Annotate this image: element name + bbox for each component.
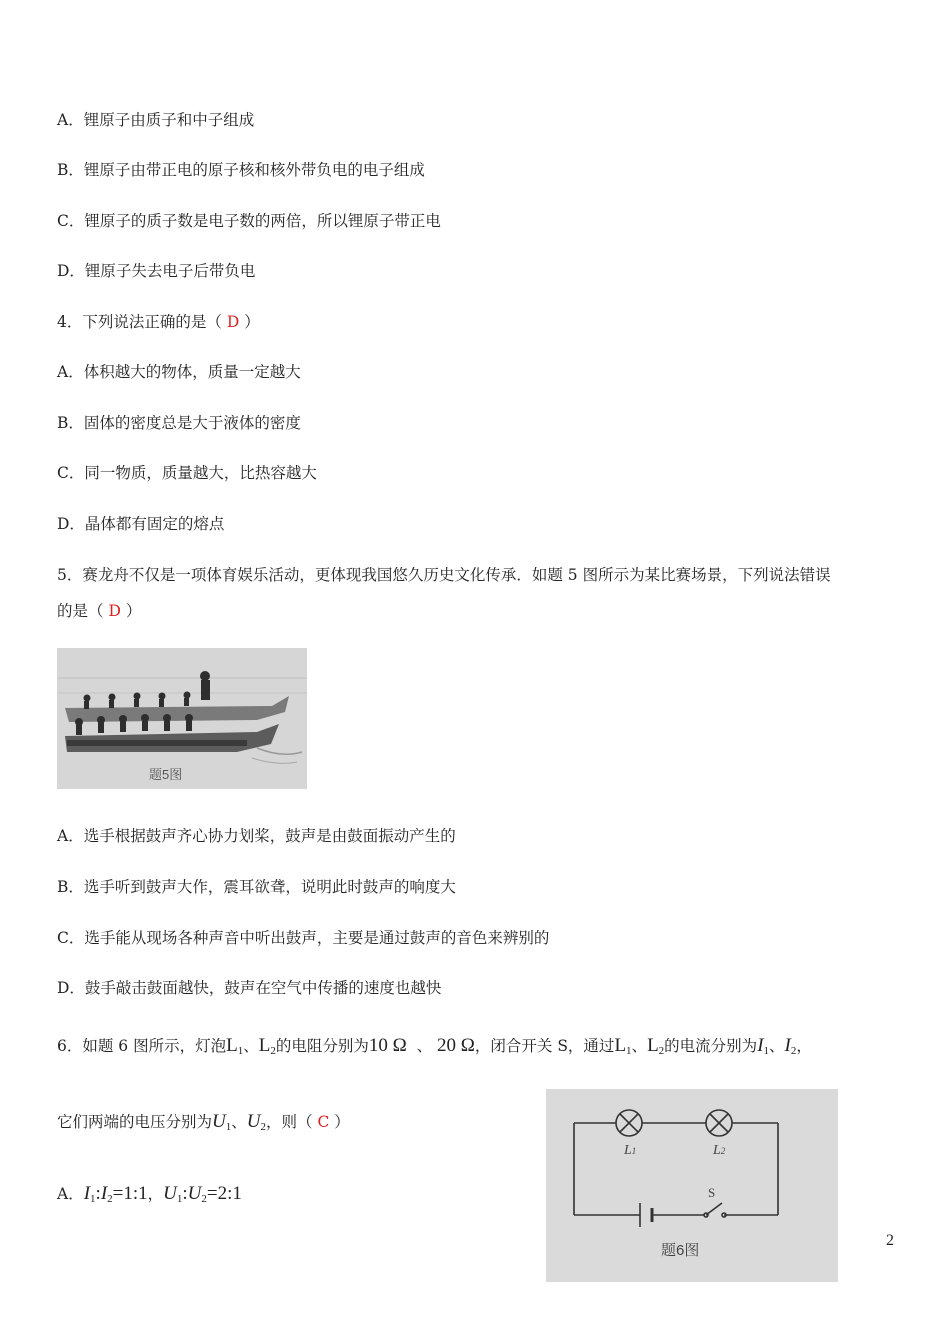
question-6-line2 xyxy=(57,1112,350,1137)
option-5b: B．选手听到鼓声大作，震耳欲聋，说明此时鼓声的响度大 xyxy=(57,878,456,896)
question-5-answer: D xyxy=(108,602,121,620)
ratio-u-colon: : xyxy=(182,1183,188,1204)
option-5a: A．选手根据鼓声齐心协力划桨，鼓声是由鼓面振动产生的 xyxy=(57,827,456,845)
separator-3: 、 xyxy=(631,1037,648,1055)
option-4b: B．固体的密度总是大于液体的密度 xyxy=(57,414,301,432)
ratio-u1-letter: U xyxy=(163,1183,177,1204)
option-4d: D．晶体都有固定的熔点 xyxy=(57,515,225,533)
separator-4: 、 xyxy=(769,1037,785,1055)
lamp-l2-symbol xyxy=(259,1035,276,1056)
question-5-stem-end: 的是（ xyxy=(57,602,104,620)
line1-end: ， xyxy=(796,1037,812,1055)
question-6-close: ） xyxy=(334,1113,350,1131)
u2-letter: U xyxy=(246,1111,261,1132)
question-4-close: ） xyxy=(244,313,260,331)
ratio-i2-letter: I xyxy=(100,1183,108,1204)
option-3a: A．锂原子由质子和中子组成 xyxy=(57,111,255,129)
l1-subscript: 1 xyxy=(237,1045,244,1057)
resistance-2: 20 Ω xyxy=(437,1035,475,1056)
ratio-u xyxy=(163,1183,207,1204)
resistance-text: 的电阻分别为 xyxy=(275,1037,369,1055)
current-text: 的电流分别为 xyxy=(664,1037,758,1055)
ratio-u2-letter: U xyxy=(187,1183,202,1204)
ratio-u2-sub: 2 xyxy=(201,1193,207,1205)
label-l2-sub: 2 xyxy=(720,1146,726,1156)
option-3d: D．锂原子失去电子后带负电 xyxy=(57,262,256,280)
separator-1: 、 xyxy=(243,1037,259,1055)
current-i2 xyxy=(785,1035,797,1056)
l2-letter: L xyxy=(258,1035,271,1056)
u2-subscript: 2 xyxy=(260,1121,266,1133)
question-6-stem-end: ，则（ xyxy=(266,1113,313,1131)
current-i1 xyxy=(757,1035,769,1056)
u1-letter: U xyxy=(212,1111,226,1132)
figure-6-circuit xyxy=(546,1089,838,1282)
label-l2-letter: L xyxy=(713,1143,721,1158)
l1-subscript-2: 1 xyxy=(626,1045,632,1057)
question-4 xyxy=(57,312,260,332)
question-5-line1: 5．赛龙舟不仅是一项体育娱乐活动，更体现我国悠久历史文化传承．如题 5 图所示为某比赛场景，下列说法错误 xyxy=(57,566,831,584)
option-3c: C．锂原子的质子数是电子数的两倍，所以锂原子带正电 xyxy=(57,212,441,230)
figure-6-caption: 题6图 xyxy=(661,1242,700,1259)
option-6a-label: A． xyxy=(57,1185,84,1203)
switch-text: ，闭合开关 S，通过 xyxy=(474,1037,615,1055)
label-l2 xyxy=(713,1143,725,1159)
page-number: 2 xyxy=(886,1232,894,1249)
ratio-i-value: =1:1 xyxy=(112,1183,148,1204)
ratio-i2-sub: 2 xyxy=(107,1193,113,1205)
lamp-l1-symbol xyxy=(226,1035,243,1056)
question-4-stem: 4．下列说法正确的是（ xyxy=(57,313,222,331)
i2-subscript: 2 xyxy=(790,1045,797,1057)
ratio-i1-letter: I xyxy=(83,1183,91,1204)
i2-letter: I xyxy=(784,1035,791,1056)
voltage-text: 它们两端的电压分别为 xyxy=(57,1113,213,1131)
l1-letter: L xyxy=(226,1035,238,1056)
ratio-comma: ， xyxy=(147,1185,164,1203)
option-6a xyxy=(57,1184,242,1209)
l2-letter-2: L xyxy=(647,1035,659,1056)
ratio-u1-sub: 1 xyxy=(176,1193,183,1205)
l1-letter-2: L xyxy=(614,1035,627,1056)
l2-subscript-2: 2 xyxy=(658,1045,665,1057)
voltage-u1 xyxy=(212,1111,231,1132)
option-4c: C．同一物质，质量越大，比热容越大 xyxy=(57,464,317,482)
lamp-l1-symbol-2 xyxy=(614,1035,631,1056)
figure-5-caption: 题5图 xyxy=(149,767,183,782)
resistance-1: 10 Ω xyxy=(368,1035,407,1056)
separator-2: 、 xyxy=(416,1037,433,1055)
label-l1-letter: L xyxy=(624,1143,632,1158)
i1-subscript: 1 xyxy=(763,1045,770,1057)
ratio-i xyxy=(84,1183,113,1204)
question-5-close: ） xyxy=(125,602,142,620)
l2-subscript: 2 xyxy=(270,1045,276,1057)
option-5c: C．选手能从现场各种声音中听出鼓声，主要是通过鼓声的音色来辨别的 xyxy=(57,929,550,947)
lamp-l2-symbol-2 xyxy=(647,1035,664,1056)
i1-letter: I xyxy=(757,1035,764,1056)
option-5d: D．鼓手敲击鼓面越快，鼓声在空气中传播的速度也越快 xyxy=(57,979,442,997)
option-4a: A．体积越大的物体，质量一定越大 xyxy=(57,363,301,381)
separator-5: 、 xyxy=(231,1113,247,1131)
label-s: S xyxy=(708,1185,716,1200)
ratio-i1-sub: 1 xyxy=(90,1193,96,1205)
figure-5-dragon-boat xyxy=(57,648,307,789)
ratio-u-value: =2:1 xyxy=(206,1183,242,1204)
u1-subscript: 1 xyxy=(225,1121,232,1133)
question-5-line2 xyxy=(57,601,141,621)
voltage-u2 xyxy=(247,1111,266,1132)
question-6-answer: C xyxy=(317,1113,330,1131)
question-4-answer: D xyxy=(226,313,240,331)
ratio-i-colon: : xyxy=(95,1183,101,1204)
option-3b: B．锂原子由带正电的原子核和核外带负电的电子组成 xyxy=(57,161,425,179)
label-l1-sub: 1 xyxy=(631,1146,637,1156)
question-6-intro: 6．如题 6 图所示，灯泡 xyxy=(57,1037,227,1055)
question-6-line1 xyxy=(57,1036,812,1061)
label-l1 xyxy=(624,1143,636,1159)
